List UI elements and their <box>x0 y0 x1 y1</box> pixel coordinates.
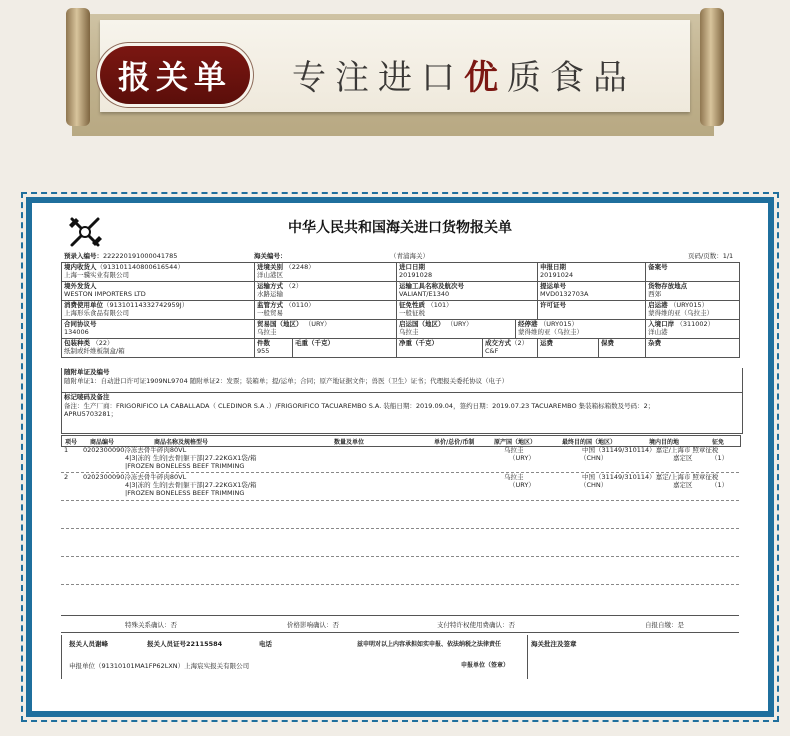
transport-cell: 运输方式 （2） 水路运输 <box>255 282 397 301</box>
transit-port-cell: 经停港 （URY015） 蒙得维的亚（乌拉圭） <box>516 320 646 339</box>
goods-row-origin: 乌拉圭 <box>504 473 524 481</box>
goods-row-origin: 乌拉圭 <box>504 446 524 454</box>
special-relation: 特殊关系确认：否 <box>125 621 177 629</box>
gross-weight-cell: 毛重（千克） <box>293 339 397 358</box>
declarant-cert: 报关人员证号22115584 <box>147 640 223 648</box>
column-divider <box>527 635 528 679</box>
freight-cell: 运费 <box>538 339 599 358</box>
declare-date-cell: 申报日期 20191024 <box>538 263 646 282</box>
phone-label: 电话 <box>259 640 272 648</box>
slogan-highlight: 优 <box>464 58 507 98</box>
goods-row-code-name: 0202300090冷冻去骨牛碎肉80VL <box>83 446 187 454</box>
declaration-form <box>26 197 774 717</box>
goods-row-no: 2 <box>64 473 69 481</box>
contract-cell: 合同协议号 134006 <box>62 320 255 339</box>
signature-section <box>61 635 739 681</box>
entry-place-cell: 入境口岸 （311002） 洋山港 <box>646 320 740 339</box>
goods-row-spec: 4|3|冻的 生的|去骨|躯干部|27.22KGX1袋/箱 <box>125 481 257 489</box>
goods-row-district: 嘉定区 <box>673 454 693 462</box>
row-divider <box>61 500 739 501</box>
goods-row-spec-en: |FROZEN BONELESS BEEF TRIMMING <box>125 462 245 470</box>
attached-docs-section: 随附单证及编号 随附单证1：自动进口许可证1909NL9704 随附单证2：发票；装箱单；提/运单；合同；原产地证据文件；兽医（卫生）证书；代理报关委托协议（电子） <box>61 368 743 393</box>
confirmation-row <box>61 615 739 633</box>
goods-row-origin-code: （URY） <box>509 481 535 489</box>
goods-row-origin-code: （URY） <box>509 454 535 462</box>
pieces-cell: 件数 955 <box>255 339 293 358</box>
origin-country-cell: 启运国（地区） （URY） 乌拉圭 <box>397 320 516 339</box>
slogan-post: 质食品 <box>507 58 636 98</box>
storage-cell: 货物存放地点 西郊 <box>646 282 740 301</box>
terms-cell: 成交方式（2） C&F <box>483 339 538 358</box>
form-title: 中华人民共和国海关进口货物报关单 <box>288 220 512 236</box>
departure-cell: 启运港 （URY015） 蒙得维的亚（乌拉圭） <box>646 301 740 320</box>
net-weight-cell: 净重（千克） <box>397 339 483 358</box>
customs-remarks-label: 海关批注及签章 <box>531 640 577 648</box>
liability-statement: 兹申明对以上内容承担如实申报、依法纳税之法律责任 <box>357 641 502 648</box>
goods-row-levy-code: （1） <box>711 454 729 462</box>
pre-entry-number: 预录入编号：222220191000041785 <box>64 252 178 260</box>
shipper-cell: 境外发货人 WESTON IMPORTERS LTD <box>62 282 255 301</box>
declarant-name: 报关人员谢峰 <box>69 640 108 648</box>
goods-list <box>61 446 739 614</box>
consumer-cell: 消费使用单位（91310114332742959J） 上海形乐食品有限公司 <box>62 301 255 320</box>
supervision-cell: 监管方式 （0110） 一般贸易 <box>255 301 397 320</box>
goods-table-header: 项号 商品编号 商品名称及规格型号 数量及单位 单价/总价/币制 原产国（地区） 最终目的国（地区） 境内目的地 征免 <box>61 435 741 447</box>
customs-number: 海关编号： <box>254 252 287 260</box>
goods-row-district: 嘉定区 <box>673 481 693 489</box>
goods-row-destination: 中国（31149/310114）嘉定/上海市 照章征税 <box>582 473 719 481</box>
declare-unit: 申报单位（91310101MA1FP62LXN）上海宸实报关有限公司 <box>69 662 250 670</box>
goods-row-code-name: 0202300090冷冻去骨牛碎肉80VL <box>83 473 187 481</box>
import-date-cell: 进口日期 20191028 <box>397 263 538 282</box>
banner-right-roll <box>700 8 724 126</box>
royalty-payment: 支付特许权使用费确认：否 <box>437 621 515 629</box>
goods-row-destination-code: （CHN） <box>580 454 608 462</box>
header-fields-table <box>61 262 740 358</box>
row-divider <box>61 556 739 557</box>
goods-row-spec: 4|3|冻的 生的|去骨|躯干部|27.22KGX1袋/箱 <box>125 454 257 462</box>
remarks-section: 标记唛码及备注 备注：生产厂商：FRIGORIFICO LA CABALLADA（ CLEDINOR S.A .）/FRIGORIFICO TACUAREMBO S.A. 装船日期：2019.09.04，签约日期：2019.07.23 TACUAREMBO 集装箱标箱数及号码：2； APRU5703281； <box>61 393 743 434</box>
goods-row-destination: 中国（31149/310114）嘉定/上海市 照章征税 <box>582 446 719 454</box>
consignee-cell: 境内收货人（913101140800616544） 上海一骥实业有限公司 <box>62 263 255 282</box>
declare-seal: 申报单位（签章） <box>461 662 510 669</box>
row-divider <box>61 584 739 585</box>
goods-row-levy-code: （1） <box>711 481 729 489</box>
customs-office: （青浦海关） <box>390 252 429 260</box>
levy-cell: 征免性质 （101） 一般征税 <box>397 301 538 320</box>
license-cell: 许可证号 <box>538 301 646 320</box>
misc-cell: 杂费 <box>646 339 740 358</box>
row-divider <box>61 528 739 529</box>
price-effect: 价格影响确认：否 <box>287 621 339 629</box>
package-cell: 包装种类 （22） 纸制或纤维板制盒/箱 <box>62 339 255 358</box>
left-border <box>61 635 62 679</box>
entry-port-cell: 进境关别 （2248） 洋山港区 <box>255 263 397 282</box>
vessel-cell: 运输工具名称及航次号 VALIANT/E1340 <box>397 282 538 301</box>
banner-left-roll <box>66 8 90 126</box>
trade-country-cell: 贸易国（地区） （URY） 乌拉圭 <box>255 320 397 339</box>
slogan-pre: 专注进口 <box>292 58 464 98</box>
record-no-cell: 备案号 <box>646 263 740 282</box>
declaration-badge <box>100 46 250 104</box>
goods-row-no: 1 <box>64 446 69 454</box>
slogan <box>292 50 636 100</box>
badge-text: 报关单 <box>117 58 232 96</box>
self-payment: 自报自缴：是 <box>645 621 684 629</box>
insurance-cell: 保费 <box>599 339 646 358</box>
bl-cell: 提运单号 MVD0132703A <box>538 282 646 301</box>
goods-row-spec-en: |FROZEN BONELESS BEEF TRIMMING <box>125 489 245 497</box>
goods-row-destination-code: （CHN） <box>580 481 608 489</box>
page-info: 页码/页数：1/1 <box>688 252 734 260</box>
